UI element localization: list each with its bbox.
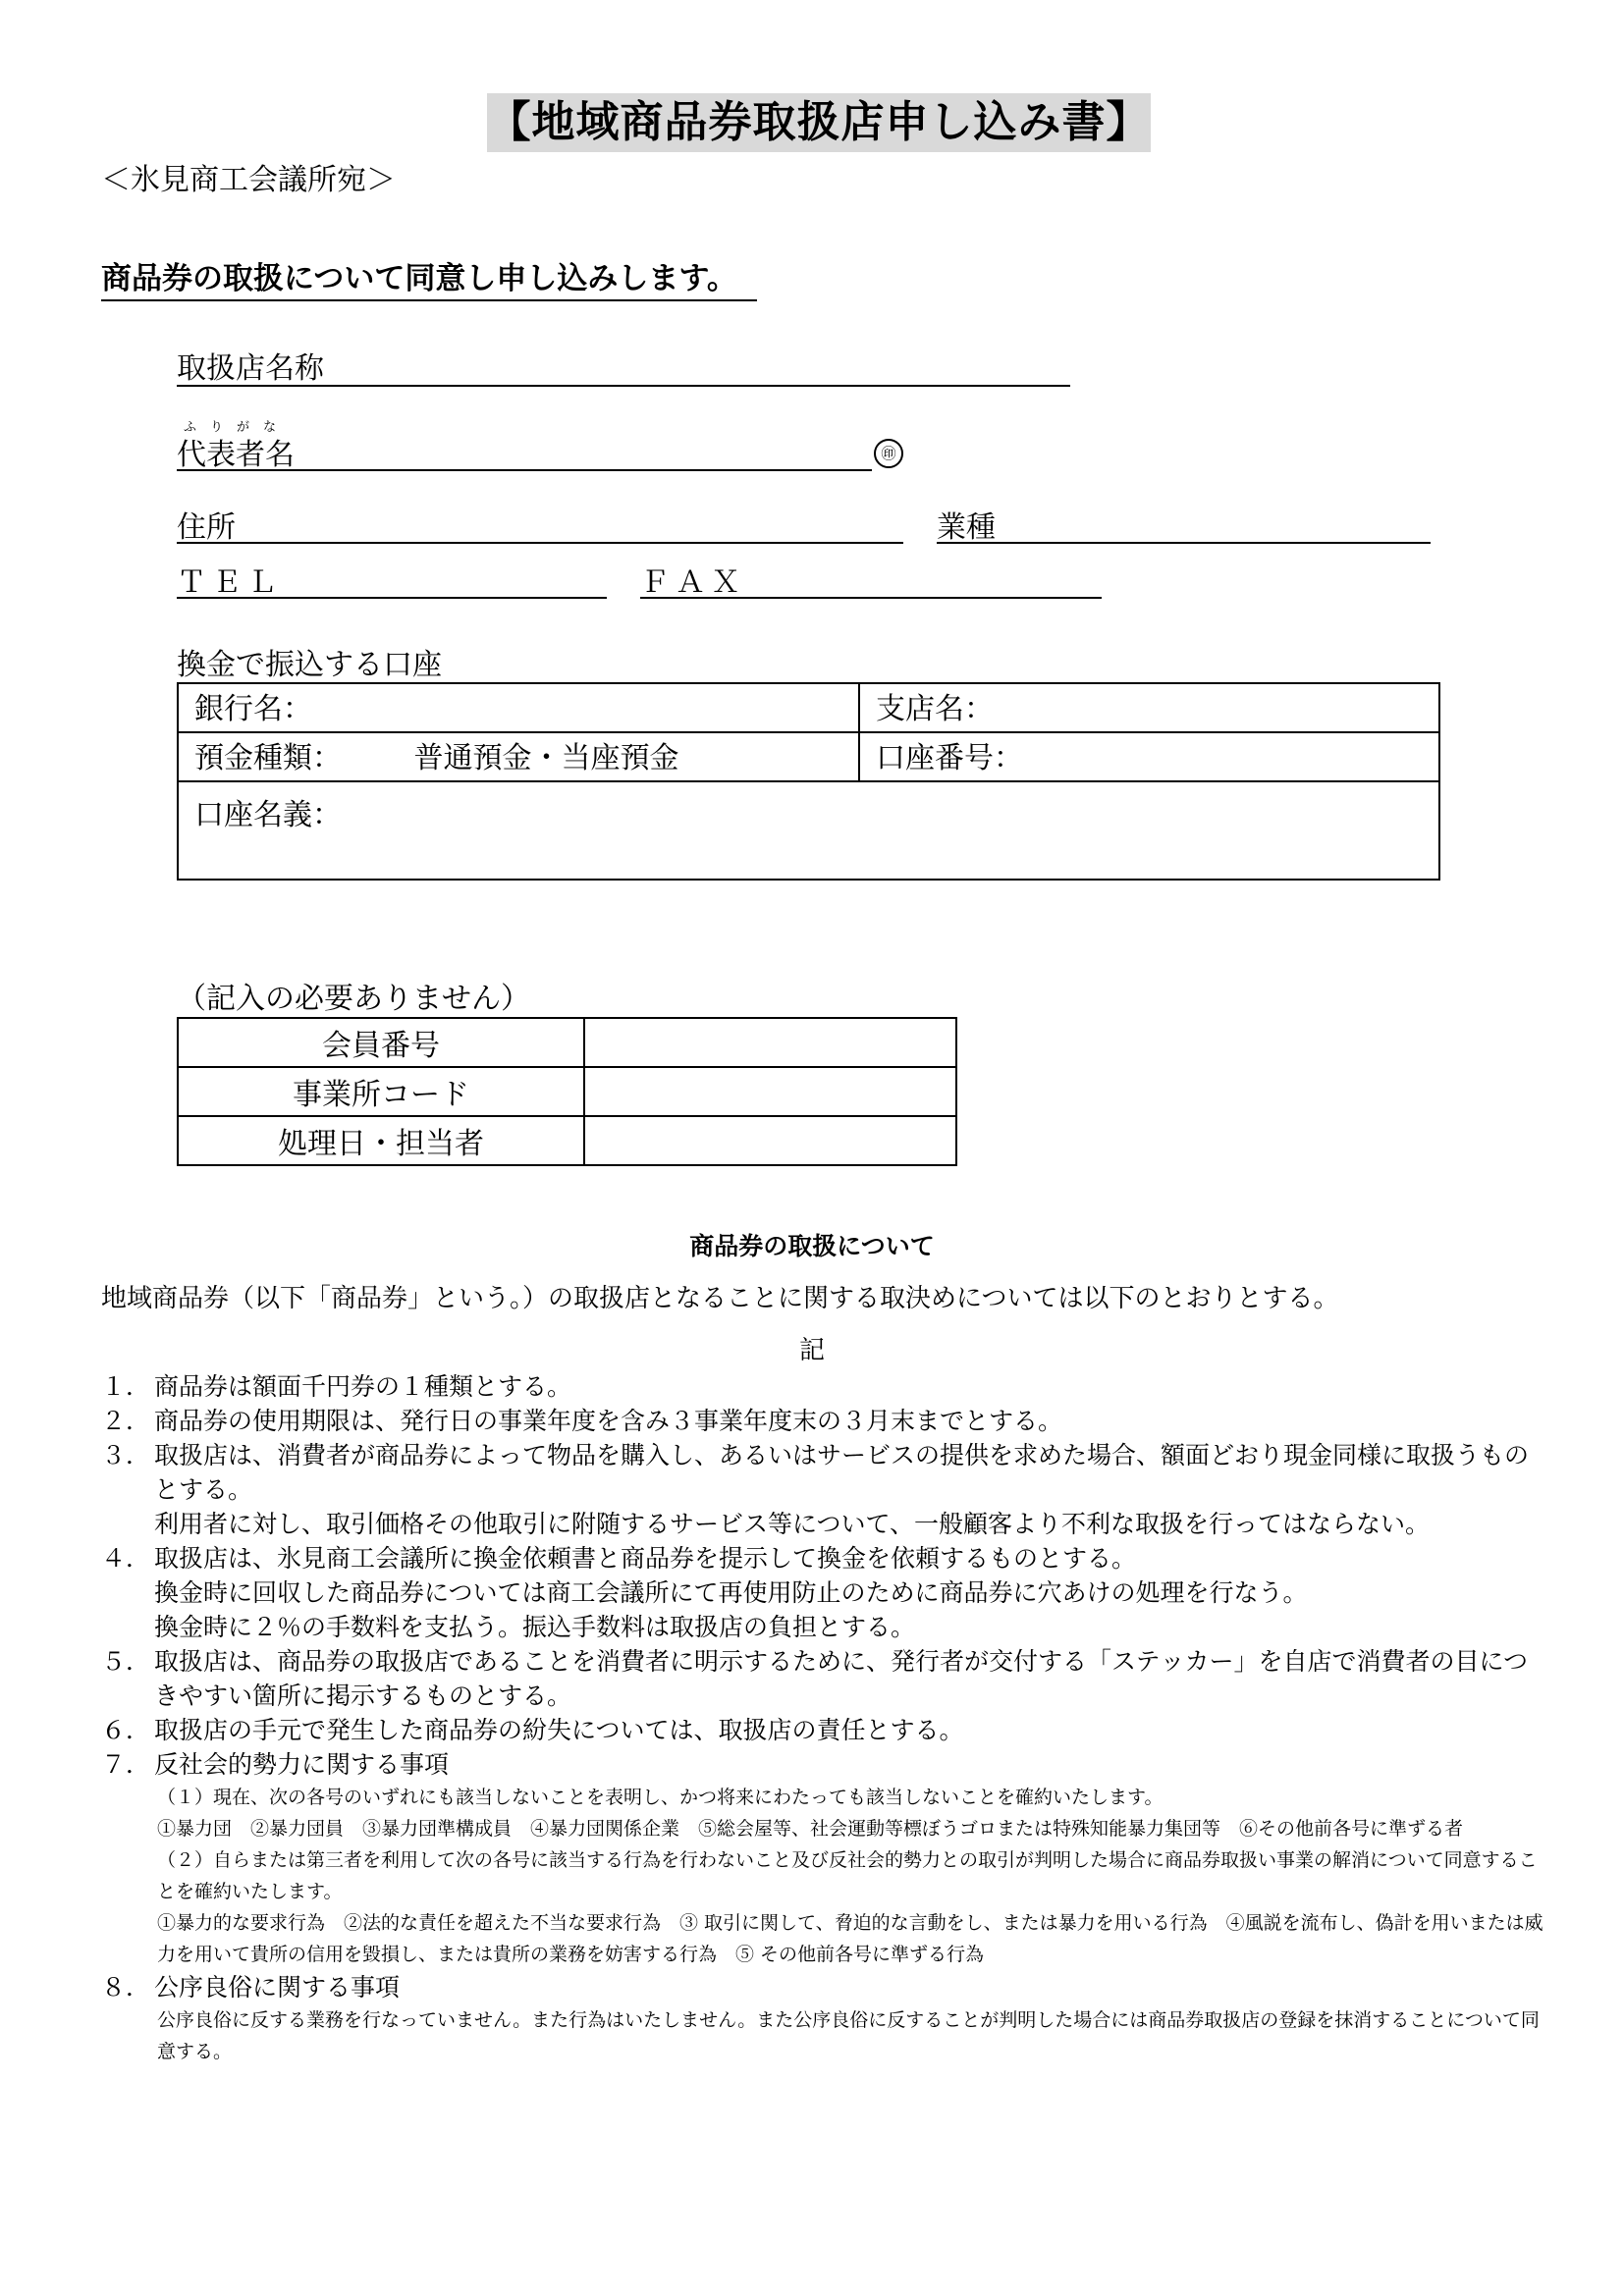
public-order-clause: 公序良俗に反する業務を行なっていません。また行為はいたしません。また公序良俗に反することが判明した場合には商品券取扱店の登録を抹消することについて同意する。: [157, 2009, 1540, 2062]
account-holder-label: 口座名義：: [194, 798, 342, 832]
shop-name-field[interactable]: [177, 344, 1070, 387]
representative-label: 代表者名: [177, 438, 295, 472]
agreement-statement: 商品券の取扱について同意し申し込みします。: [101, 253, 757, 301]
page-title: 【地域商品券取扱店申し込み書】: [487, 93, 1151, 152]
item-text: 商品券の使用期限は、発行日の事業年度を含み３事業年度末の３月末までとする。: [154, 1407, 1063, 1435]
bank-account-table: [177, 682, 1440, 881]
representative-field[interactable]: [177, 430, 872, 471]
deposit-type-label: 預金種類：: [194, 741, 342, 775]
industry-field[interactable]: [937, 503, 1431, 544]
list-item: [101, 1438, 1544, 1541]
item-number: ８．: [101, 1973, 151, 2002]
item-text: 換金時に回収した商品券については商工会議所にて再使用防止のために商品券に穴あけの処理を行なう。: [154, 1578, 1308, 1607]
office-use-table: [177, 1017, 957, 1166]
bank-name-label: 銀行名：: [194, 692, 312, 726]
item-text: 反社会的勢力に関する事項: [154, 1750, 450, 1779]
item-text: 公序良俗に関する事項: [154, 1973, 401, 2002]
fax-label: ＦＡＸ: [640, 565, 746, 600]
terms-ki: 記: [798, 1336, 825, 1365]
item-text: 取扱店は、商品券の取扱店であることを消費者に明示するために、発行者が交付する「ステッカー」を自店で消費者の目につきやすい箇所に掲示するものとする。: [154, 1647, 1529, 1710]
office-code-label: 事業所コード: [178, 1067, 584, 1116]
list-item: [101, 1644, 1544, 1713]
item-number: ３．: [101, 1441, 151, 1469]
list-item: [101, 1713, 1544, 1747]
terms-title: 商品券の取扱について: [689, 1232, 935, 1260]
list-item: [101, 1747, 1544, 1782]
representative-furigana: ふりがな: [184, 420, 291, 435]
office-use-note: （記入の必要ありません）: [177, 982, 530, 1016]
item-number: １．: [101, 1372, 151, 1401]
item-number: ７．: [101, 1750, 151, 1779]
terms-intro: 地域商品券（以下「商品券」という。）の取扱店となることに関する取決めについては以下のとおりとする。: [101, 1284, 1339, 1313]
member-number-cell: [584, 1018, 956, 1067]
account-holder-cell[interactable]: [178, 781, 1439, 880]
item-number: ６．: [101, 1716, 151, 1744]
antisocial-clause-2-list: ①暴力的な要求行為 ②法的な責任を超えた不当な要求行為 ③ 取引に関して、脅迫的な言動をし、または暴力を用いる行為 ④風説を流布し、偽計を用いまたは威力を用いて貴所の信用を毀損し、または貴所の業務を妨害する行為 ⑤ その他前各号に準ずる行為: [157, 1912, 1543, 1965]
account-number-cell[interactable]: [859, 732, 1439, 781]
deposit-type-options[interactable]: 普通預金・当座預金: [413, 741, 679, 775]
tel-field[interactable]: [177, 558, 607, 599]
seal-icon: ㊞: [874, 439, 903, 468]
addressee: ＜氷見商工会議所宛＞: [101, 163, 396, 197]
terms-list: [101, 1369, 1544, 2067]
antisocial-clause-2: （２）自らまたは第三者を利用して次の各号に該当する行為を行わないこと及び反社会的勢力との取引が判明した場合に商品券取扱い事業の解消について同意することを確約いたします。: [157, 1849, 1538, 1902]
office-code-cell: [584, 1067, 956, 1116]
shop-name-label: 取扱店名称: [177, 351, 324, 386]
item-text: 取扱店は、氷見商工会議所に換金依頼書と商品券を提示して換金を依頼するものとする。: [154, 1544, 1137, 1573]
processed-date-label: 処理日・担当者: [178, 1116, 584, 1165]
item-text: 利用者に対し、取引価格その他取引に附随するサービス等について、一般顧客より不利な取扱を行ってはならない。: [154, 1510, 1431, 1538]
item-number: ２．: [101, 1407, 151, 1435]
bank-name-cell[interactable]: [178, 683, 859, 732]
account-number-label: 口座番号：: [876, 741, 1023, 775]
industry-label: 業種: [937, 510, 996, 545]
address-label: 住所: [177, 510, 236, 545]
bank-heading: 換金で振込する口座: [177, 648, 442, 682]
list-item: [101, 1541, 1544, 1644]
item-text: 商品券は額面千円券の１種類とする。: [154, 1372, 572, 1401]
item-number: ５．: [101, 1647, 151, 1676]
branch-name-cell[interactable]: [859, 683, 1439, 732]
fax-field[interactable]: [640, 558, 1102, 599]
item-text: 取扱店の手元で発生した商品券の紛失については、取扱店の責任とする。: [154, 1716, 964, 1744]
member-number-label: 会員番号: [178, 1018, 584, 1067]
item-text: 換金時に２％の手数料を支払う。振込手数料は取扱店の負担とする。: [154, 1613, 916, 1641]
tel-label: ＴＥＬ: [177, 565, 283, 600]
deposit-type-cell[interactable]: [178, 732, 859, 781]
processed-date-cell: [584, 1116, 956, 1165]
branch-name-label: 支店名：: [876, 692, 994, 726]
item-number: ４．: [101, 1544, 151, 1573]
antisocial-clause-1-list: ①暴力団 ②暴力団員 ③暴力団準構成員 ④暴力団関係企業 ⑤総会屋等、社会運動等標ぼうゴロまたは特殊知能暴力集団等 ⑥その他前各号に準ずる者: [157, 1818, 1464, 1840]
item-text: 取扱店は、消費者が商品券によって物品を購入し、あるいはサービスの提供を求めた場合、額面どおり現金同様に取扱うものとする。: [154, 1441, 1530, 1504]
list-item: [101, 1369, 1544, 1404]
list-item: [101, 1404, 1544, 1438]
antisocial-clause-1: （１）現在、次の各号のいずれにも該当しないことを表明し、かつ将来にわたっても該当しないことを確約いたします。: [157, 1787, 1164, 1808]
list-item: [101, 1970, 1544, 2004]
address-field[interactable]: [177, 503, 903, 544]
